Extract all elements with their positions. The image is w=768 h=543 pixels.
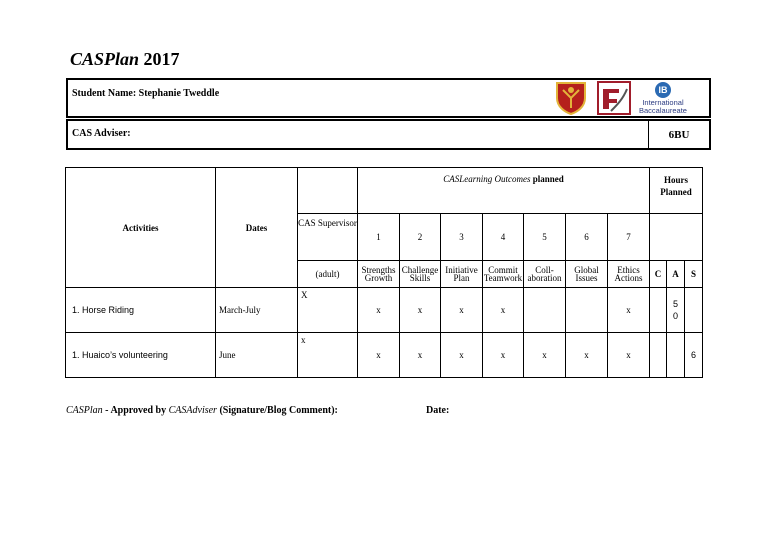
outcome-mark: x xyxy=(524,333,566,378)
outcome-mark: x xyxy=(441,288,483,333)
table-row xyxy=(66,333,703,378)
outcome-mark: x xyxy=(483,288,524,333)
adviser-label: CAS Adviser: xyxy=(72,128,131,139)
footer-approved: - Approved by xyxy=(105,405,167,416)
outcome-mark: x xyxy=(400,333,441,378)
adviser-box xyxy=(66,119,711,150)
outcome-label: Global Issues xyxy=(566,261,608,288)
activity-dates: March-July xyxy=(216,288,298,333)
outcome-number: 1 xyxy=(358,214,400,261)
supervisor-mark: X xyxy=(298,288,358,333)
title-italic: CASPlan xyxy=(70,49,140,69)
outcome-number: 2 xyxy=(400,214,441,261)
activity-name: 1. Huaico’s volunteering xyxy=(66,333,216,378)
outcome-mark: x xyxy=(608,288,650,333)
footer-date-label: Date: xyxy=(426,405,450,416)
outcome-mark xyxy=(566,288,608,333)
title-year: 2017 xyxy=(143,49,180,69)
outcome-mark xyxy=(524,288,566,333)
cas-letter-s: S xyxy=(685,261,703,288)
outcome-mark: x xyxy=(566,333,608,378)
outcome-label: Challenge Skills xyxy=(400,261,441,288)
logos xyxy=(553,78,687,118)
crest-logo-icon xyxy=(553,80,589,116)
outcome-number: 7 xyxy=(608,214,650,261)
school-logo-icon xyxy=(597,81,631,115)
outcome-mark: x xyxy=(441,333,483,378)
footer-plan: CASPlan xyxy=(66,405,103,416)
activity-dates: June xyxy=(216,333,298,378)
outcome-number: 6 xyxy=(566,214,608,261)
outcome-label: Coll- aboration xyxy=(524,261,566,288)
footer-signature: (Signature/Blog Comment): xyxy=(219,405,338,416)
hours-c xyxy=(650,333,667,378)
hours-blank-cell xyxy=(650,214,703,261)
cas-plan-table xyxy=(65,167,703,378)
supervisor-top-cell xyxy=(298,168,358,214)
outcome-mark: x xyxy=(400,288,441,333)
outcome-label: Commit Teamwork xyxy=(483,261,524,288)
outcome-mark: x xyxy=(358,288,400,333)
outcome-mark: x xyxy=(608,333,650,378)
hours-a: 5 0 xyxy=(667,288,685,333)
supervisor-mark: x xyxy=(298,333,358,378)
lo-italic: CASLearning Outcomes xyxy=(443,174,531,184)
outcome-number: 4 xyxy=(483,214,524,261)
outcome-label: Ethics Actions xyxy=(608,261,650,288)
cas-letter-a: A xyxy=(667,261,685,288)
activities-header: Activities xyxy=(66,168,216,288)
outcome-label: Strengths Growth xyxy=(358,261,400,288)
learning-outcomes-header xyxy=(358,168,650,214)
supervisor-header: CAS Supervisor xyxy=(298,214,358,261)
hours-a xyxy=(667,333,685,378)
hours-s xyxy=(685,288,703,333)
page-title xyxy=(70,49,180,70)
outcome-number: 3 xyxy=(441,214,483,261)
ib-logo-line2: Baccalaureate xyxy=(639,105,687,115)
ib-logo xyxy=(639,82,687,115)
outcome-number: 5 xyxy=(524,214,566,261)
activity-name: 1. Horse Riding xyxy=(66,288,216,333)
class-code: 6BU xyxy=(648,121,709,148)
outcome-label: Initiative Plan xyxy=(441,261,483,288)
hours-planned-header: Hours Planned xyxy=(650,168,703,214)
student-name-label: Student Name: Stephanie Tweddle xyxy=(72,88,220,99)
outcome-mark: x xyxy=(483,333,524,378)
supervisor-sub: (adult) xyxy=(298,261,358,288)
cas-letter-c: C xyxy=(650,261,667,288)
ib-logo-line1: International xyxy=(642,97,684,107)
dates-header: Dates xyxy=(216,168,298,288)
outcome-mark: x xyxy=(358,333,400,378)
approval-footer xyxy=(66,405,450,416)
lo-bold: planned xyxy=(532,174,564,184)
hours-s: 6 xyxy=(685,333,703,378)
hours-c xyxy=(650,288,667,333)
footer-adviser: CASAdviser xyxy=(168,405,217,416)
table-row xyxy=(66,288,703,333)
ib-globe-icon: IB xyxy=(655,82,671,98)
